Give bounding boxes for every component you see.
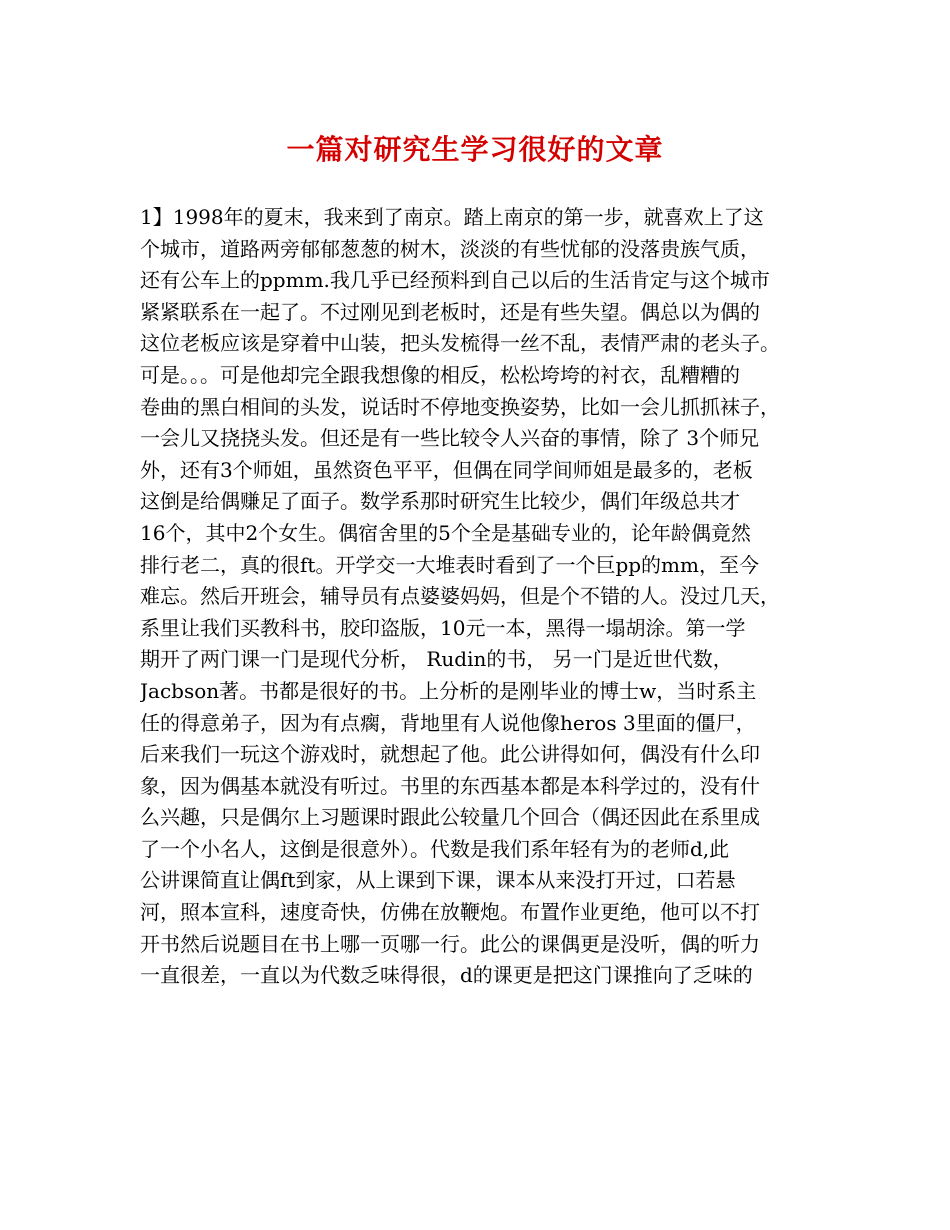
body-line: 象，因为偶基本就没有听过。书里的东西基本都是本科学过的，没有什 bbox=[140, 773, 760, 798]
body-line: 还有公车上的ppmm.我几乎已经预料到自己以后的生活肯定与这个城市 bbox=[140, 268, 770, 293]
body-line: 期开了两门课一门是现代分析， Rudin的书， 另一门是近世代数， bbox=[140, 647, 733, 672]
body-line: 这位老板应该是穿着中山装，把头发梳得一丝不乱，表情严肃的老头子。 bbox=[140, 331, 780, 356]
body-line: 这倒是给偶赚足了面子。数学系那时研究生比较少，偶们年级总共才 bbox=[140, 489, 740, 514]
body-line: 排行老二，真的很ft。开学交一大堆表时看到了一个巨pp的mm，至今 bbox=[140, 552, 759, 577]
body-line: 难忘。然后开班会，辅导员有点婆婆妈妈，但是个不错的人。没过几天， bbox=[140, 584, 780, 609]
body-line: 么兴趣，只是偶尔上习题课时跟此公较量几个回合（偶还因此在系里成 bbox=[140, 805, 760, 830]
body-line: 紧紧联系在一起了。不过刚见到老板时，还是有些失望。偶总以为偶的 bbox=[140, 299, 760, 324]
body-line: 卷曲的黑白相间的头发，说话时不停地变换姿势，比如一会儿抓抓袜子， bbox=[140, 394, 780, 419]
document-body bbox=[140, 202, 830, 992]
body-line: 河，照本宣科，速度奇快，仿佛在放鞭炮。布置作业更绝，他可以不打 bbox=[140, 900, 760, 925]
body-line: 外，还有3个师姐，虽然资色平平，但偶在同学间师姐是最多的，老板 bbox=[140, 457, 753, 482]
document-title: 一篇对研究生学习很好的文章 bbox=[286, 133, 664, 166]
body-line: 公讲课简直让偶ft到家，从上课到下课，课本从来没打开过，口若悬 bbox=[140, 868, 736, 893]
body-line: 后来我们一玩这个游戏时，就想起了他。此公讲得如何，偶没有什么印 bbox=[140, 742, 760, 767]
body-line: 16个，其中2个女生。偶宿舍里的5个全是基础专业的，论年龄偶竟然 bbox=[140, 520, 751, 545]
body-line: 一直很差，一直以为代数乏味得很，d的课更是把这门课推向了乏味的 bbox=[140, 963, 753, 988]
body-line: 可是。。。可是他却完全跟我想像的相反，松松垮垮的衬衣，乱糟糟的 bbox=[140, 362, 740, 387]
body-line: 个城市，道路两旁郁郁葱葱的树木，淡淡的有些忧郁的没落贵族气质， bbox=[140, 236, 760, 261]
body-line: 1】1998年的夏末，我来到了南京。踏上南京的第一步，就喜欢上了这 bbox=[140, 205, 764, 229]
body-line: 一会儿又挠挠头发。但还是有一些比较令人兴奋的事情，除了 3个师兄 bbox=[140, 426, 760, 451]
body-line: 系里让我们买教科书，胶印盗版，10元一本，黑得一塌胡涂。第一学 bbox=[140, 615, 746, 640]
body-line: Jacbson著。书都是很好的书。上分析的是刚毕业的博士w，当时系主 bbox=[140, 678, 757, 703]
body-line: 开书然后说题目在书上哪一页哪一行。此公的课偶更是没听，偶的听力 bbox=[140, 931, 760, 956]
body-line: 了一个小名人，这倒是很意外）。代数是我们系年轻有为的老师d,此 bbox=[140, 836, 730, 861]
body-line: 任的得意弟子，因为有点瘸，背地里有人说他像heros 3里面的僵尸， bbox=[140, 710, 756, 735]
